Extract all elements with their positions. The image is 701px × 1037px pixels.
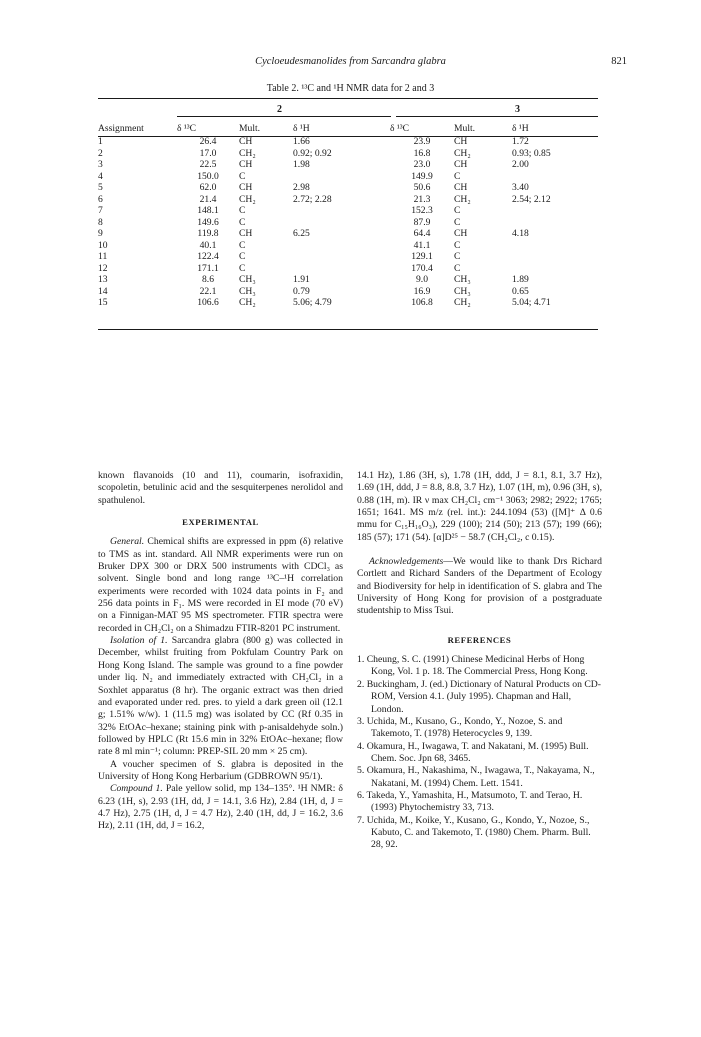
h1-shift-cell: 5.04; 4.71 [512, 297, 551, 309]
spectral-continuation: 14.1 Hz), 1.86 (3H, s), 1.78 (1H, ddd, J = 8.1, 8.1, 3.7 Hz), 1.69 (1H, ddd, J = 8.8, 8.8, 3.7 Hz), 1.07 (1H, m), 0.96 (3H, s), 0.88 (1H, m). IR ν max CH₂Cl₂ cm⁻¹ 3063; 2982; 2922; 1765; 1651; 1641. MS m/z (rel. int.): 244.1094 (53) ([M]⁺ Δ 0.6 mmu for C₁₅H₁₆O₃), 229 (100); 214 (50); 213 (57); 199 (66); 185 (57); 171 (54). [α]D²⁵ − 58.7 (CH₂Cl₂, c 0.15). [357, 470, 602, 543]
c13-shift-cell: 26.4 [199, 136, 217, 148]
multiplicity-cell: C [454, 251, 461, 263]
h1-shift-cell [512, 217, 598, 229]
c13-shift-cell: 8.6 [202, 274, 214, 286]
c13-shift-cell: 21.4 [199, 193, 217, 205]
h1-shift-cell [512, 240, 598, 252]
page-header [0, 56, 701, 70]
h1-shift-cell: 4.18 [512, 228, 529, 240]
h1-shift-cell [293, 217, 390, 229]
multiplicity-cell: CH [454, 182, 468, 194]
c13-shift-cell: 41.1 [413, 239, 431, 251]
multiplicity-cell: CH [239, 136, 253, 148]
assignment-cell: 4 [98, 170, 103, 182]
assignment-cell: 1 [98, 136, 103, 148]
c13-shift-cell: 22.5 [199, 159, 217, 171]
column-header: δ ¹H [293, 123, 310, 134]
column-header: Mult. [454, 123, 476, 134]
table-row [98, 148, 598, 160]
assignment-cell: 9 [98, 228, 103, 240]
c13-shift-cell: 16.9 [413, 285, 431, 297]
column-header: δ ¹H [512, 123, 529, 134]
multiplicity-cell: CH [454, 228, 468, 240]
general-text: Chemical shifts are expressed in ppm (δ) relative to TMS as int. standard. All NMR experiments were run on Bruker DPX 300 or DRX 500 instruments with CDCl₃ as solvent. Single bond and long range ¹³C–¹H correlation experiments were recorded with 1024 data points in F₂ and 256 data points in F₁. MS were recorded in EI mode (70 eV) on a Finnigan-MAT 95 MS spectrometer. FTIR spectra were recorded in CH₂Cl₂ on a Shimadzu FTIR-8201 PC instrument. [98, 536, 343, 634]
left-column [98, 470, 343, 833]
table-row [98, 240, 598, 252]
h1-shift-cell: 3.40 [512, 182, 529, 194]
acknowledgements-paragraph [357, 556, 602, 618]
h1-shift-cell: 6.25 [293, 228, 310, 240]
h1-shift-cell [293, 205, 390, 217]
h1-shift-cell [293, 171, 390, 183]
h1-shift-cell: 0.65 [512, 285, 529, 297]
assignment-cell: 3 [98, 159, 103, 171]
c13-shift-cell: 21.3 [413, 193, 431, 205]
table-row [98, 228, 598, 240]
assignment-cell: 7 [98, 205, 103, 217]
table-caption: Table 2. ¹³C and ¹H NMR data for 2 and 3 [266, 83, 435, 94]
multiplicity-cell: CH₃ [239, 274, 256, 286]
compound-label-2: 2 [277, 104, 282, 115]
h1-shift-cell: 2.00 [512, 159, 529, 171]
c13-shift-cell: 149.9 [411, 170, 433, 182]
assignment-cell: 12 [98, 262, 108, 274]
reference-item: 1. Cheung, S. C. (1991) Chinese Medicinal Herbs of Hong Kong, Vol. 1 p. 18. The Commercial Press, Hong Kong. [357, 654, 588, 678]
assignment-cell: 13 [98, 274, 108, 286]
h1-shift-cell [293, 263, 390, 275]
c13-shift-cell: 17.0 [199, 147, 217, 159]
c13-shift-cell: 40.1 [199, 239, 217, 251]
multiplicity-cell: CH₂ [239, 147, 256, 159]
table-header-row [98, 121, 598, 136]
h1-shift-cell [512, 263, 598, 275]
table-row [98, 171, 598, 183]
c13-shift-cell: 50.6 [413, 182, 431, 194]
h1-shift-cell: 1.66 [293, 136, 310, 148]
multiplicity-cell: CH [239, 159, 253, 171]
general-label: General. [110, 536, 145, 548]
multiplicity-cell: CH₂ [454, 297, 471, 309]
assignment-cell: 8 [98, 216, 103, 228]
assignment-cell: 6 [98, 193, 103, 205]
c13-shift-cell: 171.1 [197, 262, 219, 274]
reference-item: 3. Uchida, M., Kusano, G., Kondo, Y., Nozoe, S. and Takemoto, T. (1978) Heterocycles 9, 139. [357, 715, 563, 740]
assignment-cell: 5 [98, 182, 103, 194]
h1-shift-cell: 0.93; 0.85 [512, 147, 551, 159]
multiplicity-cell: C [239, 205, 246, 217]
multiplicity-cell: CH₂ [239, 297, 256, 309]
h1-shift-cell: 5.06; 4.79 [293, 297, 332, 309]
c13-shift-cell: 149.6 [197, 216, 219, 228]
multiplicity-cell: C [454, 170, 461, 182]
multiplicity-cell: CH₃ [454, 285, 471, 297]
multiplicity-cell: C [239, 216, 246, 228]
c13-shift-cell: 129.1 [411, 251, 433, 263]
reference-item: 5. Okamura, H., Nakashima, N., Iwagawa, T., Nakayama, N., Nakatani, M. (1994) Chem. Lett. 1541. [357, 765, 595, 789]
multiplicity-cell: CH₂ [454, 147, 471, 159]
c13-shift-cell: 87.9 [413, 216, 431, 228]
h1-shift-cell [293, 251, 390, 263]
h1-shift-cell: 0.92; 0.92 [293, 147, 332, 159]
multiplicity-cell: CH₃ [239, 285, 256, 297]
reference-item: 2. Buckingham, J. (ed.) Dictionary of Natural Products on CD-ROM, Version 4.1. (July 1995). Chapman and Hall, London. [357, 678, 602, 715]
multiplicity-cell: CH₃ [454, 274, 471, 286]
running-title: Cycloeudesmanolides from Sarcandra glabra [255, 56, 446, 67]
table-top-rule [98, 98, 598, 99]
table-row [98, 217, 598, 229]
multiplicity-cell: CH [454, 159, 468, 171]
reference-item: 6. Takeda, Y., Yamashita, H., Matsumoto, T. and Terao, H. (1993) Phytochemistry 33, 713. [357, 789, 583, 814]
experimental-heading: EXPERIMENTAL [182, 517, 259, 528]
table-body [98, 136, 598, 309]
multiplicity-cell: C [239, 251, 246, 263]
h1-shift-cell: 2.98 [293, 182, 310, 194]
c13-shift-cell: 64.4 [413, 228, 431, 240]
h1-shift-cell: 2.72; 2.28 [293, 193, 332, 205]
compound-text: Pale yellow solid, mp 134–135°. ¹H NMR: δ 6.23 (1H, s), 2.93 (1H, dd, J = 14.1, 3.6 Hz), 2.84 (1H, d, J = 4.7 Hz), 2.75 (1H, d, J = 4.7 Hz), 2.40 (1H, dd, J = 16.2, 3.6 Hz), 2.11 (1H, dd, J = 16.2, [98, 783, 343, 832]
assignment-cell: 11 [98, 251, 108, 263]
c13-shift-cell: 23.0 [413, 159, 431, 171]
multiplicity-cell: C [454, 262, 461, 274]
c13-shift-cell: 16.8 [413, 147, 431, 159]
table-row [98, 297, 598, 309]
references-list [357, 654, 602, 852]
paragraph-gap [357, 544, 602, 556]
assignment-cell: 10 [98, 239, 108, 251]
c13-shift-cell: 170.4 [411, 262, 433, 274]
h1-shift-cell: 0.79 [293, 285, 310, 297]
acknowledgements-label: Acknowledgements [369, 556, 444, 568]
c13-shift-cell: 119.8 [197, 228, 219, 240]
compound-2-rule [177, 116, 391, 117]
multiplicity-cell: C [454, 205, 461, 217]
assignment-cell: 15 [98, 297, 108, 309]
h1-shift-cell [293, 240, 390, 252]
multiplicity-cell: CH [239, 182, 253, 194]
nmr-table [98, 121, 598, 309]
c13-shift-cell: 9.0 [416, 274, 428, 286]
references-heading: REFERENCES [447, 634, 512, 645]
general-paragraph [98, 536, 343, 635]
table-row [98, 251, 598, 263]
intro-paragraph: known flavanoids (10 and 11), coumarin, isofraxidin, scopoletin, betulinic acid and the sesquiterpenes nerolidol and spathulenol. [98, 470, 343, 506]
multiplicity-cell: C [454, 216, 461, 228]
c13-shift-cell: 148.1 [197, 205, 219, 217]
column-header: δ ¹³C [177, 123, 197, 134]
h1-shift-cell [512, 251, 598, 263]
c13-shift-cell: 150.0 [197, 170, 219, 182]
h1-shift-cell: 1.98 [293, 159, 310, 171]
assignment-cell: 14 [98, 285, 108, 297]
table-bottom-rule [98, 329, 598, 330]
h1-shift-cell [512, 205, 598, 217]
compound-paragraph [98, 783, 343, 832]
acknowledgements-text: —We would like to thank Drs Richard Cortlett and Richard Sanders of the Department of Ecology and Biodiversity for help in identification of S. glabra and The University of Hong Kong for provision of a postgraduate studentship to Miss Tsui. [357, 556, 602, 617]
c13-shift-cell: 62.0 [199, 182, 217, 194]
table-row [98, 182, 598, 194]
compound-label-3: 3 [515, 104, 520, 115]
voucher-paragraph: A voucher specimen of S. glabra is deposited in the University of Hong Kong Herbarium (GDBROWN 95/1). [98, 758, 343, 782]
compound-label: Compound 1. [110, 783, 163, 795]
column-header: Mult. [239, 123, 261, 134]
multiplicity-cell: C [239, 170, 246, 182]
h1-shift-cell: 1.91 [293, 274, 310, 286]
reference-item: 7. Uchida, M., Koike, Y., Kusano, G., Kondo, Y., Nozoe, S., Kabuto, C. and Takemoto, T. (1980) Chem. Pharm. Bull. 28, 92. [357, 814, 591, 851]
h1-shift-cell [512, 171, 598, 183]
table-row [98, 194, 598, 206]
isolation-paragraph [98, 635, 343, 758]
table-row [98, 286, 598, 298]
table-row [98, 159, 598, 171]
multiplicity-cell: CH [454, 136, 468, 148]
multiplicity-cell: CH [239, 228, 253, 240]
column-header: Assignment [98, 123, 144, 134]
h1-shift-cell: 1.72 [512, 136, 529, 148]
multiplicity-cell: C [239, 239, 246, 251]
table-row [98, 274, 598, 286]
page-number: 821 [611, 56, 627, 67]
reference-item: 4. Okamura, H., Iwagawa, T. and Nakatani, M. (1995) Bull. Chem. Soc. Jpn 68, 3465. [357, 740, 589, 764]
c13-shift-cell: 106.6 [197, 297, 219, 309]
isolation-text: Sarcandra glabra (800 g) was collected in December, whilst fruiting from Pokfulam Country Park on Hong Kong Island. The sample was ground to a fine powder under liq. N₂ and immediately extracted with CH₂Cl₂ in a Soxhlet apparatus (8 hr). The organic extract was then dried and evaporated under red. pres. to yield a dark green oil (12.1 g; 1.51% w/w). 1 (11.5 mg) was isolated by CC (Rf 0.35 in 32% EtOAc–hexane; staining pink with p-anisaldehyde soln.) followed by HPLC (Rt 15.6 min in 32% EtOAc–hexane; flow rate 8 ml min⁻¹; column: PREP-SIL 20 mm × 25 cm). [98, 635, 344, 758]
compound-3-rule [396, 116, 598, 117]
c13-shift-cell: 23.9 [413, 136, 431, 148]
c13-shift-cell: 106.8 [411, 297, 433, 309]
table-row [98, 205, 598, 217]
column-header: δ ¹³C [390, 123, 410, 134]
c13-shift-cell: 22.1 [199, 285, 217, 297]
multiplicity-cell: CH₂ [454, 193, 471, 205]
h1-shift-cell: 2.54; 2.12 [512, 193, 551, 205]
table-row [98, 136, 598, 148]
h1-shift-cell: 1.89 [512, 274, 529, 286]
multiplicity-cell: C [239, 262, 246, 274]
isolation-label: Isolation of 1. [110, 635, 168, 647]
assignment-cell: 2 [98, 147, 103, 159]
right-column [357, 470, 602, 852]
multiplicity-cell: CH₂ [239, 193, 256, 205]
c13-shift-cell: 122.4 [197, 251, 219, 263]
c13-shift-cell: 152.3 [411, 205, 433, 217]
multiplicity-cell: C [454, 239, 461, 251]
table-row [98, 263, 598, 275]
